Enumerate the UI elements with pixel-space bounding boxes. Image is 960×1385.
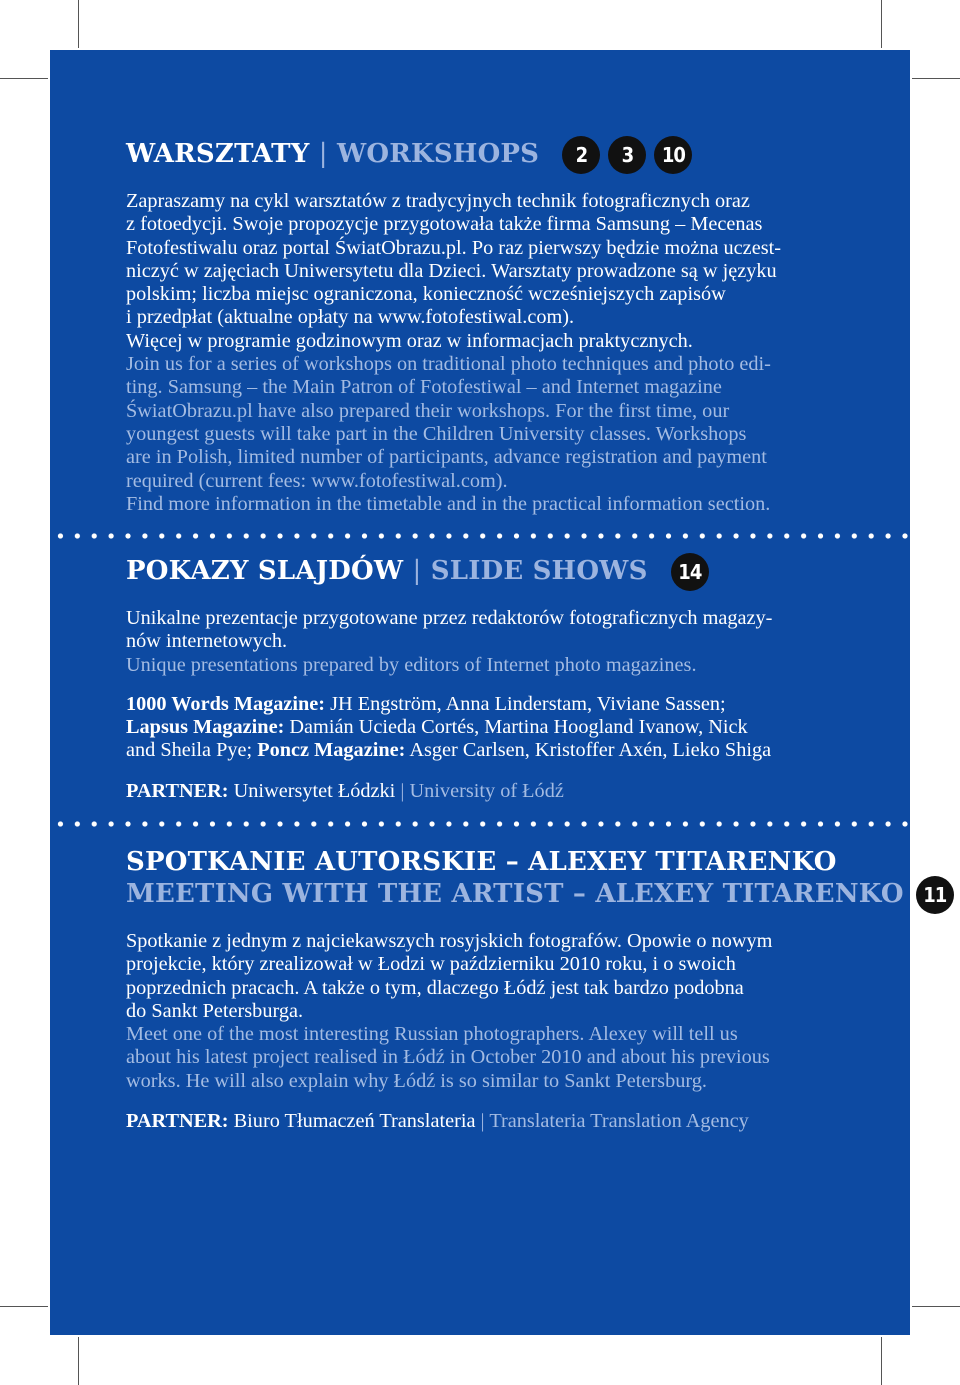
magazine-artists: Asger Carlsen, Kristoffer Axén, Lieko Shiga xyxy=(405,739,772,762)
partner-name-en: Translateria Translation Agency xyxy=(484,1110,749,1133)
meeting-partner xyxy=(126,1110,896,1133)
text-line: ting. Samsung – the Main Patron of Fotofestiwal – and Internet magazine xyxy=(126,376,722,399)
partner-label: PARTNER: xyxy=(126,779,229,802)
crop-mark-right-bottom xyxy=(912,1306,960,1307)
workshops-heading xyxy=(126,136,866,174)
workshops-text-pl xyxy=(126,190,866,353)
meeting-text-en xyxy=(126,1023,896,1093)
dotted-divider xyxy=(50,820,910,828)
page-badge: 3 xyxy=(608,136,646,174)
text-line xyxy=(126,716,866,739)
crop-mark-bottom-left xyxy=(78,1337,79,1385)
text-line: about his latest project realised in Łódź in October 2010 and about his previous xyxy=(126,1046,770,1069)
workshops-section xyxy=(126,136,866,516)
text-line: are in Polish, limited number of participants, advance registration and payment xyxy=(126,446,767,469)
magazine-label: 1000 Words Magazine: xyxy=(126,692,326,715)
slideshows-text-pl xyxy=(126,607,866,654)
crop-mark-top-right xyxy=(881,0,882,48)
magazine-label: Lapsus Magazine: xyxy=(126,716,285,739)
meeting-section xyxy=(126,847,947,1133)
text-line: niczyć w zajęciach Uniwersytetu dla Dzieci. Warsztaty prowadzone są w języku xyxy=(126,259,777,282)
heading-separator: | xyxy=(318,139,328,169)
text-line: ŚwiatObrazu.pl have also prepared their workshops. For the first time, our xyxy=(126,399,730,422)
text-line: poprzednich pracach. A także o tym, dlaczego Łódź jest tak bardzo podobna xyxy=(126,976,744,999)
text-line: nów internetowych. xyxy=(126,630,288,653)
crop-mark-right-top xyxy=(912,78,960,79)
slideshows-heading xyxy=(126,553,866,591)
partner-name-en: University of Łódź xyxy=(404,779,564,802)
magazine-artists: JH Engström, Anna Linderstam, Viviane Sassen; xyxy=(325,692,726,715)
meeting-heading xyxy=(126,847,947,914)
program-panel xyxy=(50,50,947,1335)
crop-mark-bottom-right xyxy=(881,1337,882,1385)
text-line: Zapraszamy na cykl warsztatów z tradycyjnych technik fotograficznych oraz xyxy=(126,190,750,212)
text-line: projekcie, który zrealizował w Łodzi w październiku 2010 roku, i o swoich xyxy=(126,953,736,976)
partner-separator: | xyxy=(480,1110,485,1133)
magazines-list xyxy=(126,693,866,763)
crop-mark-left-top xyxy=(0,78,48,79)
crop-mark-left-bottom xyxy=(0,1306,48,1307)
magazine-artists: Damián Ucieda Cortés, Martina Hoogland Ivanow, Nick xyxy=(284,716,748,739)
text-line: polskim; liczba miejsc ograniczona, konieczność wcześniejszych zapisów xyxy=(126,283,726,306)
magazine-label: Poncz Magazine: xyxy=(257,739,406,762)
partner-separator: | xyxy=(400,779,405,802)
text-line: Spotkanie z jednym z najciekawszych rosyjskich fotografów. Opowie o nowym xyxy=(126,930,773,952)
text-line: Fotofestiwalu oraz portal ŚwiatObrazu.pl. Po raz pierwszy będzie można uczest- xyxy=(126,236,781,259)
meeting-text-pl xyxy=(126,930,896,1023)
partner-name-pl: Uniwersytet Łódzki xyxy=(228,779,401,802)
meeting-title-pl: SPOTKANIE AUTORSKIE – ALEXEY TITARENKO xyxy=(126,847,837,877)
workshops-text-en xyxy=(126,353,866,516)
text-line: z fotoedycji. Swoje propozycje przygotowała także firma Samsung – Mecenas xyxy=(126,213,763,236)
meeting-title-en: MEETING WITH THE ARTIST – ALEXEY TITARENKO xyxy=(126,879,904,909)
crop-mark-top-left xyxy=(78,0,79,48)
workshops-title-en: WORKSHOPS xyxy=(336,139,540,169)
page-badge: 11 xyxy=(916,876,954,914)
partner-label: PARTNER: xyxy=(126,1110,229,1133)
text-line: youngest guests will take part in the Children University classes. Workshops xyxy=(126,422,747,445)
text-line xyxy=(126,739,866,762)
text-line: Find more information in the timetable and in the practical information section. xyxy=(126,492,771,515)
text-line: Unique presentations prepared by editors of Internet photo magazines. xyxy=(126,653,697,676)
slideshows-title-en: SLIDE SHOWS xyxy=(430,556,648,586)
partner-name-pl: Biuro Tłumaczeń Translateria xyxy=(228,1110,481,1133)
workshops-title-pl: WARSZTATY xyxy=(126,139,310,169)
page-badge: 10 xyxy=(654,136,692,174)
meeting-title-en-row xyxy=(126,876,947,914)
page-badge: 2 xyxy=(562,136,600,174)
text-line: works. He will also explain why Łódź is so similar to Sankt Petersburg. xyxy=(126,1069,707,1092)
text-line: Unikalne prezentacje przygotowane przez redaktorów fotograficznych magazy- xyxy=(126,607,773,629)
page-badge: 14 xyxy=(671,553,709,591)
slideshows-text-en xyxy=(126,654,866,677)
text-line: i przedpłat (aktualne opłaty na www.fotofestiwal.com). xyxy=(126,306,575,329)
slideshows-partner xyxy=(126,780,866,803)
heading-separator: | xyxy=(412,556,422,586)
magazine-artists: and Sheila Pye; xyxy=(126,739,258,762)
text-line: do Sankt Petersburga. xyxy=(126,999,304,1022)
text-line: Meet one of the most interesting Russian photographers. Alexey will tell us xyxy=(126,1023,738,1046)
slideshows-section xyxy=(126,553,866,803)
text-line: required (current fees: www.fotofestiwal.com). xyxy=(126,469,508,492)
text-line: Join us for a series of workshops on traditional photo techniques and photo edi- xyxy=(126,353,771,376)
slideshows-title-pl: POKAZY SLAJDÓW xyxy=(126,556,404,586)
text-line: Więcej w programie godzinowym oraz w informacjach praktycznych. xyxy=(126,329,693,352)
dotted-divider xyxy=(50,532,910,540)
text-line xyxy=(126,693,866,716)
